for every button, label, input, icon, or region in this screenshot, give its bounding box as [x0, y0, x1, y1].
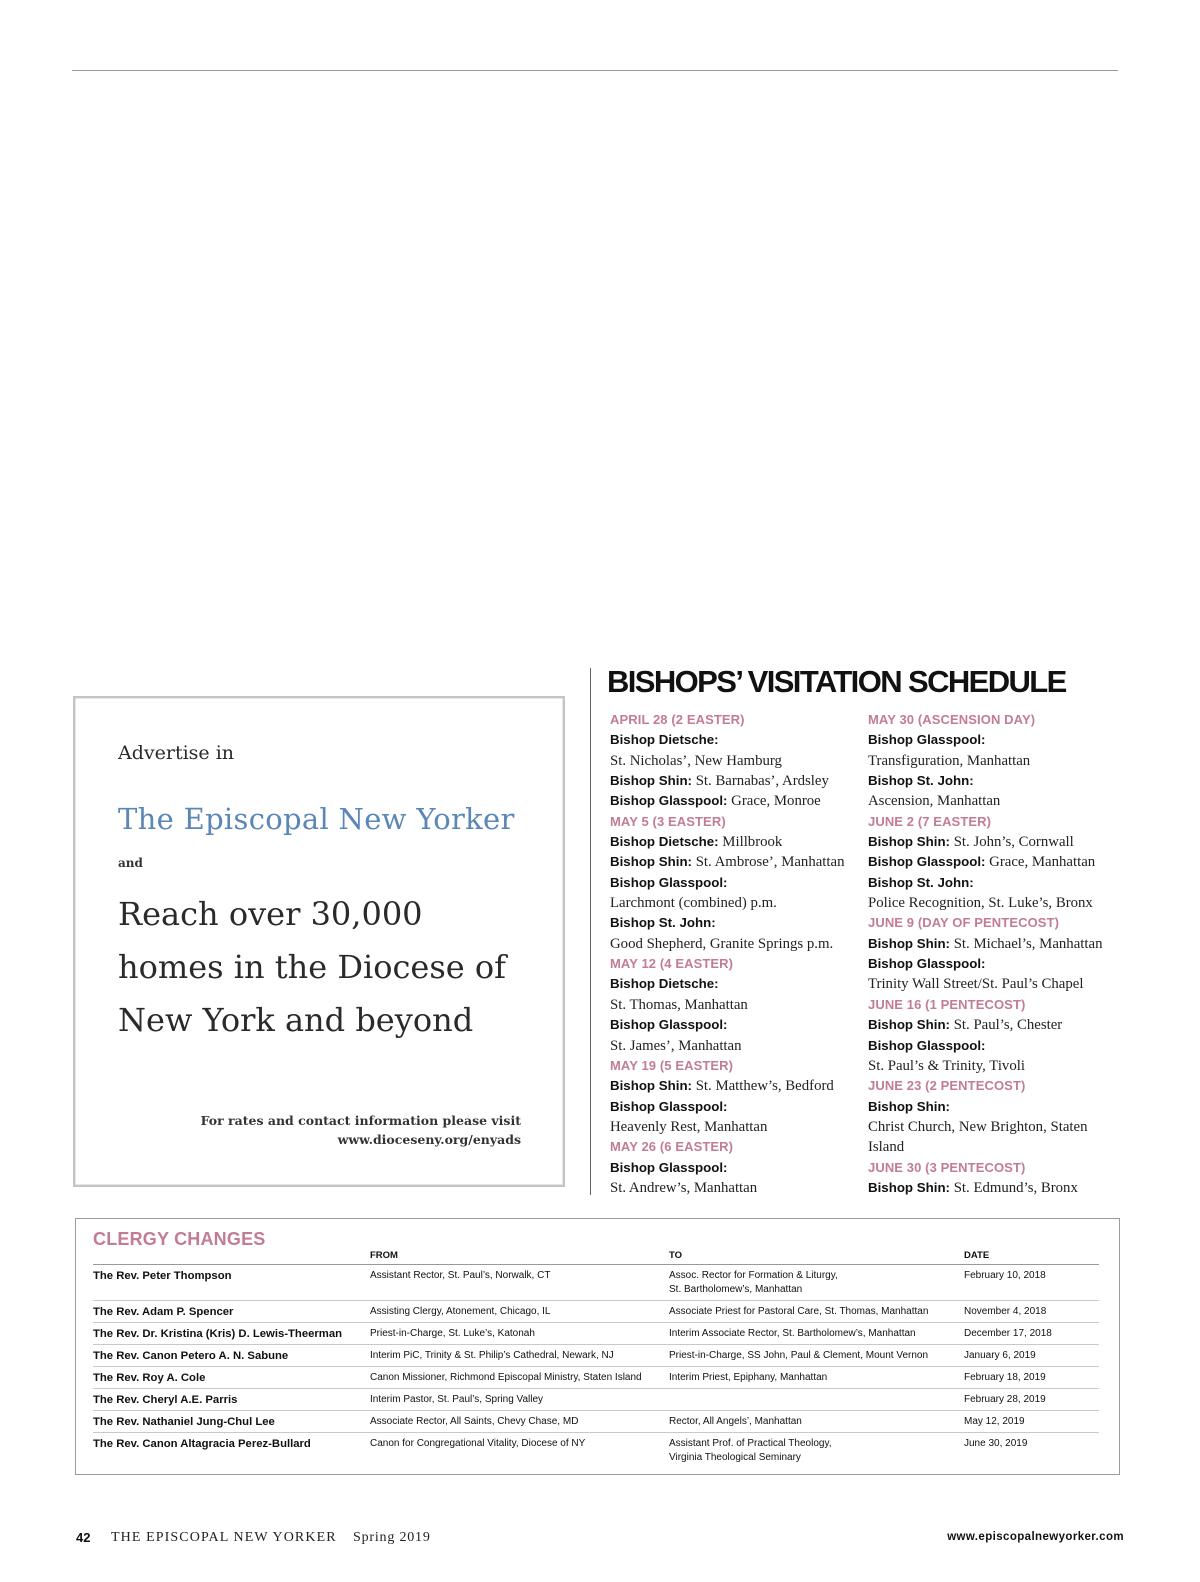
bishop-name: Bishop Dietsche: [610, 834, 719, 850]
visitation-place: Christ Church, New Brighton, Staten [868, 1118, 1088, 1135]
schedule-date-heading: MAY 12 (4 EASTER) [610, 956, 734, 972]
table-row [93, 1265, 1099, 1301]
schedule-entry [610, 852, 865, 872]
bishop-name: Bishop Shin: [610, 1078, 692, 1094]
schedule-entry [610, 771, 865, 791]
table-row [93, 1323, 1099, 1345]
clergy-to [669, 1323, 964, 1345]
bishop-name: Bishop Glasspool: [610, 1159, 728, 1175]
schedule-entry [610, 1015, 865, 1035]
page-footer [76, 1530, 1124, 1550]
schedule-entry [868, 1097, 1123, 1117]
clergy-name: The Rev. Dr. Kristina (Kris) D. Lewis-Theerman [93, 1323, 370, 1345]
clergy-from: Priest-in-Charge, St. Luke’s, Katonah [370, 1323, 669, 1345]
schedule-date-heading: MAY 19 (5 EASTER) [610, 1057, 734, 1073]
clergy-date: February 18, 2019 [964, 1367, 1099, 1389]
schedule-date-heading: MAY 30 (ASCENSION DAY) [868, 712, 1036, 727]
top-divider [72, 70, 1118, 71]
ad-headline: Reach over 30,000 homes in the Diocese of New York and beyond [118, 895, 506, 1039]
visitation-place: Transfiguration, Manhattan [868, 752, 1031, 769]
table-header-row [93, 1247, 1099, 1265]
schedule-date-heading: JUNE 2 (7 EASTER) [868, 813, 992, 829]
clergy-to [669, 1411, 964, 1433]
clergy-from: Canon Missioner, Richmond Episcopal Ministry, Staten Island [370, 1367, 669, 1389]
clergy-date: January 6, 2019 [964, 1345, 1099, 1367]
table-row [93, 1411, 1099, 1433]
clergy-date: December 17, 2018 [964, 1323, 1099, 1345]
schedule-column-1 [610, 710, 865, 1198]
bishop-name: Bishop Glasspool: [868, 854, 986, 870]
clergy-name: The Rev. Canon Petero A. N. Sabune [93, 1345, 370, 1367]
header-to: TO [669, 1247, 964, 1265]
schedule-date-heading: JUNE 9 (DAY OF PENTECOST) [868, 915, 1060, 931]
clergy-to-line: Priest-in-Charge, SS John, Paul & Clement, Mount Vernon [669, 1350, 929, 1361]
schedule-date-heading: JUNE 30 (3 PENTECOST) [868, 1159, 1026, 1175]
clergy-to [669, 1265, 964, 1301]
clergy-date: May 12, 2019 [964, 1411, 1099, 1433]
bishop-name: Bishop Dietsche: [610, 732, 719, 748]
schedule-entry [610, 995, 865, 1015]
bishop-name: Bishop Dietsche: [610, 976, 719, 992]
bishop-name: Bishop Shin: [868, 834, 950, 850]
clergy-from: Assisting Clergy, Atonement, Chicago, IL [370, 1301, 669, 1323]
clergy-changes-title: CLERGY CHANGES [93, 1229, 266, 1249]
clergy-from: Canon for Congregational Vitality, Diocese of NY [370, 1438, 586, 1449]
schedule-entry [610, 730, 865, 750]
schedule-entry [610, 1036, 865, 1056]
clergy-date: June 30, 2019 [964, 1438, 1028, 1449]
footer-issue: Spring 2019 [353, 1530, 431, 1545]
visitation-place: St. John’s, Cornwall [950, 834, 1074, 851]
schedule-entry [610, 934, 865, 954]
visitation-place: St. Paul’s & Trinity, Tivoli [868, 1057, 1025, 1074]
bishop-name: Bishop Glasspool: [610, 1098, 728, 1114]
clergy-name: The Rev. Peter Thompson [93, 1265, 370, 1301]
schedule-entry [610, 1076, 865, 1096]
bishop-name: Bishop Glasspool: [868, 956, 986, 972]
ad-conjunction: and [118, 856, 143, 870]
schedule-entry [868, 771, 1123, 791]
schedule-entry [610, 1178, 865, 1198]
table-row [93, 1389, 1099, 1411]
visitation-place: St. Barnabas’, Ardsley [692, 773, 829, 790]
clergy-changes-box [75, 1218, 1120, 1475]
visitation-place: Grace, Monroe [727, 793, 821, 810]
header-date: DATE [964, 1247, 1099, 1265]
bishop-name: Bishop Glasspool: [610, 874, 728, 890]
visitation-place: St. James’, Manhattan [610, 1037, 742, 1054]
bishop-name: Bishop Glasspool: [868, 1037, 986, 1053]
bishop-name: Bishop Glasspool: [610, 1017, 728, 1033]
ad-footer-line: For rates and contact information please visit [200, 1113, 521, 1128]
bishop-name: Bishop Glasspool: [868, 732, 986, 748]
clergy-from: Associate Rector, All Saints, Chevy Chase, MD [370, 1411, 669, 1433]
bishop-name: Bishop St. John: [610, 915, 716, 931]
schedule-entry [610, 1158, 865, 1178]
clergy-from: Assistant Rector, St. Paul’s, Norwalk, CT [370, 1265, 669, 1301]
clergy-name: The Rev. Canon Altagracia Perez-Bullard [93, 1438, 311, 1450]
visitation-place: Ascension, Manhattan [868, 793, 1001, 810]
bishop-name: Bishop Shin: [868, 1017, 950, 1033]
bishop-name: Bishop Shin: [868, 935, 950, 951]
bishop-name: Bishop St. John: [868, 773, 974, 789]
clergy-to-line: Interim Associate Rector, St. Bartholomew’s, Manhattan [669, 1328, 916, 1339]
clergy-name: The Rev. Nathaniel Jung-Chul Lee [93, 1411, 370, 1433]
schedule-entry [868, 1137, 1123, 1157]
clergy-to [669, 1433, 964, 1469]
schedule-entry [610, 1097, 865, 1117]
footer-url: www.episcopalnewyorker.com [947, 1531, 1124, 1543]
visitation-place: Island [868, 1139, 905, 1156]
visitation-place: Heavenly Rest, Manhattan [610, 1118, 768, 1135]
visitation-place: St. Nicholas’, New Hamburg [610, 752, 782, 769]
clergy-from: Interim PiC, Trinity & St. Philip’s Cathedral, Newark, NJ [370, 1345, 669, 1367]
advertisement-box [73, 696, 565, 1187]
clergy-date: February 28, 2019 [964, 1389, 1099, 1411]
visitation-place: Good Shepherd, Granite Springs p.m. [610, 935, 834, 952]
schedule-entry [868, 1117, 1123, 1137]
ad-footer-url: www.dioceseny.org/enyads [337, 1132, 521, 1147]
bishop-name: Bishop Shin: [610, 773, 692, 789]
clergy-table-body [93, 1265, 1099, 1469]
schedule-entry [610, 974, 865, 994]
clergy-to-line: Assistant Prof. of Practical Theology, [669, 1438, 832, 1449]
clergy-to [669, 1301, 964, 1323]
schedule-entry [868, 1056, 1123, 1076]
schedule-date-heading: JUNE 16 (1 PENTECOST) [868, 996, 1026, 1012]
visitation-place: Trinity Wall Street/St. Paul’s Chapel [868, 976, 1084, 993]
schedule-entry [868, 934, 1123, 954]
schedule-entry [868, 852, 1123, 872]
schedule-title: BISHOPS’ VISITATION SCHEDULE [607, 664, 1066, 699]
table-row [93, 1367, 1099, 1389]
ad-footer [201, 1111, 521, 1149]
schedule-entry [610, 791, 865, 811]
schedule-column-2 [868, 710, 1123, 1198]
schedule-entry [868, 1178, 1123, 1198]
schedule-entry [868, 751, 1123, 771]
table-row [93, 1301, 1099, 1323]
clergy-to [669, 1345, 964, 1367]
visitation-place: St. Matthew’s, Bedford [692, 1078, 834, 1095]
schedule-date-heading: JUNE 23 (2 PENTECOST) [868, 1078, 1026, 1094]
clergy-to [669, 1367, 964, 1389]
schedule-entry [868, 1015, 1123, 1035]
schedule-entry [610, 1117, 865, 1137]
bishop-name: Bishop St. John: [868, 874, 974, 890]
visitation-place: St. Paul’s, Chester [950, 1017, 1063, 1034]
schedule-vertical-rule [590, 668, 591, 1195]
schedule-date-heading: APRIL 28 (2 EASTER) [610, 712, 745, 727]
visitation-place: St. Ambrose’, Manhattan [692, 854, 845, 871]
clergy-name: The Rev. Cheryl A.E. Parris [93, 1389, 370, 1411]
clergy-to-line: Rector, All Angels’, Manhattan [669, 1416, 802, 1427]
schedule-entry [868, 832, 1123, 852]
schedule-entry [868, 873, 1123, 893]
footer-publication: THE EPISCOPAL NEW YORKER [111, 1530, 337, 1545]
schedule-entry [868, 974, 1123, 994]
table-row [93, 1433, 1099, 1469]
visitation-place: St. Michael’s, Manhattan [950, 935, 1103, 952]
clergy-to-line: Associate Priest for Pastoral Care, St. Thomas, Manhattan [669, 1306, 929, 1317]
schedule-entry [610, 913, 865, 933]
clergy-to-line: Interim Priest, Epiphany, Manhattan [669, 1372, 828, 1383]
schedule-entry [610, 873, 865, 893]
schedule-date-heading: MAY 5 (3 EASTER) [610, 813, 726, 829]
clergy-date: February 10, 2018 [964, 1265, 1099, 1301]
visitation-place: St. Edmund’s, Bronx [950, 1179, 1078, 1196]
visitation-place: St. Thomas, Manhattan [610, 996, 748, 1013]
table-row [93, 1345, 1099, 1367]
clergy-date: November 4, 2018 [964, 1301, 1099, 1323]
schedule-entry [610, 832, 865, 852]
clergy-to-line: Assoc. Rector for Formation & Liturgy, [669, 1270, 838, 1281]
clergy-name: The Rev. Roy A. Cole [93, 1367, 370, 1389]
visitation-place: Millbrook [718, 834, 783, 851]
bishop-name: Bishop Shin: [868, 1098, 950, 1114]
visitation-place: Police Recognition, St. Luke’s, Bronx [868, 895, 1093, 912]
ad-publication-name: The Episcopal New Yorker [118, 802, 515, 836]
bishop-name: Bishop Shin: [610, 854, 692, 870]
visitation-place: St. Andrew’s, Manhattan [610, 1179, 758, 1196]
header-name [93, 1247, 370, 1265]
ad-intro-text: Advertise in [118, 742, 235, 764]
schedule-entry [610, 893, 865, 913]
clergy-name: The Rev. Adam P. Spencer [93, 1301, 370, 1323]
header-from: FROM [370, 1247, 669, 1265]
schedule-date-heading: MAY 26 (6 EASTER) [610, 1139, 734, 1155]
schedule-entry [868, 1036, 1123, 1056]
clergy-changes-table [93, 1247, 1099, 1468]
bishop-name: Bishop Glasspool: [610, 793, 728, 809]
clergy-to [669, 1389, 964, 1411]
clergy-to-line: Virginia Theological Seminary [669, 1452, 801, 1463]
page-number: 42 [76, 1530, 91, 1545]
visitation-place: Grace, Manhattan [985, 854, 1096, 871]
clergy-from: Interim Pastor, St. Paul’s, Spring Valley [370, 1389, 669, 1411]
visitation-place: Larchmont (combined) p.m. [610, 895, 777, 912]
clergy-to-line: St. Bartholomew’s, Manhattan [669, 1284, 803, 1295]
schedule-entry [610, 751, 865, 771]
bishop-name: Bishop Shin: [868, 1179, 950, 1195]
schedule-entry [868, 791, 1123, 811]
schedule-entry [868, 893, 1123, 913]
schedule-entry [868, 954, 1123, 974]
schedule-entry [868, 730, 1123, 750]
